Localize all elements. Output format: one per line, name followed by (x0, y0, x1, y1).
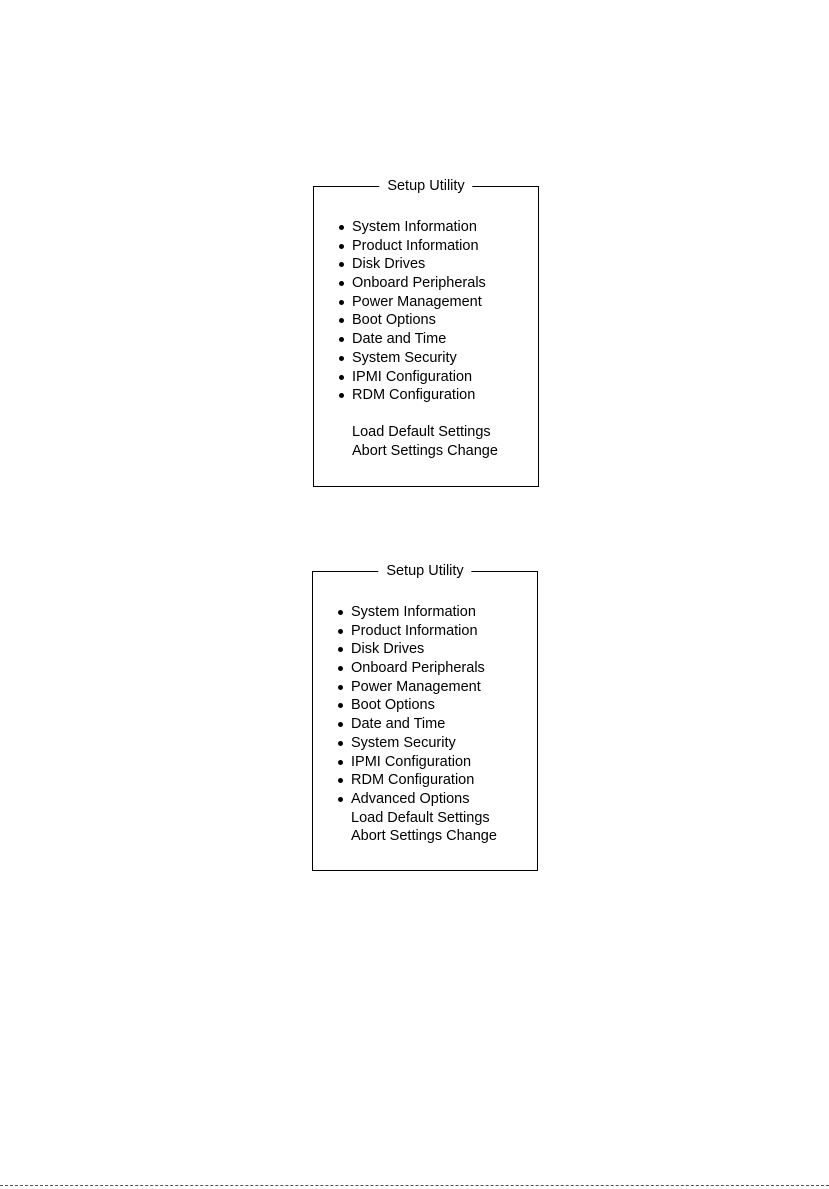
menu-item-disk-drives[interactable]: Disk Drives (351, 640, 497, 659)
menu-item-date-and-time[interactable]: Date and Time (351, 715, 497, 734)
menu-item-onboard-peripherals[interactable]: Onboard Peripherals (352, 274, 498, 293)
menu-item-boot-options[interactable]: Boot Options (352, 311, 498, 330)
setup-utility-panel-advanced (312, 563, 538, 871)
menu-item-onboard-peripherals[interactable]: Onboard Peripherals (351, 659, 497, 678)
menu-item-power-management[interactable]: Power Management (352, 293, 498, 312)
panel-title: Setup Utility (379, 177, 472, 195)
menu-item-boot-options[interactable]: Boot Options (351, 696, 497, 715)
menu-item-system-security[interactable]: System Security (351, 734, 497, 753)
setup-menu (351, 603, 497, 846)
menu-item-rdm-configuration[interactable]: RDM Configuration (351, 771, 497, 790)
setup-utility-panel (313, 178, 539, 487)
menu-item-disk-drives[interactable]: Disk Drives (352, 255, 498, 274)
menu-item-advanced-options[interactable]: Advanced Options (351, 790, 497, 809)
menu-item-date-and-time[interactable]: Date and Time (352, 330, 498, 349)
menu-item-power-management[interactable]: Power Management (351, 678, 497, 697)
menu-item-ipmi-configuration[interactable]: IPMI Configuration (351, 753, 497, 772)
menu-item-ipmi-configuration[interactable]: IPMI Configuration (352, 368, 498, 387)
setup-menu (352, 218, 498, 461)
abort-settings-change-action[interactable]: Abort Settings Change (352, 442, 498, 459)
menu-item-system-security[interactable]: System Security (352, 349, 498, 368)
load-default-settings-action[interactable]: Load Default Settings (352, 424, 491, 441)
menu-item-rdm-configuration[interactable]: RDM Configuration (352, 386, 498, 405)
page-bottom-rule (0, 1185, 829, 1186)
abort-settings-change-action[interactable]: Abort Settings Change (351, 828, 497, 845)
menu-item-product-information[interactable]: Product Information (352, 237, 498, 256)
menu-item-system-information[interactable]: System Information (351, 603, 497, 622)
panel-title: Setup Utility (378, 562, 471, 580)
menu-item-system-information[interactable]: System Information (352, 218, 498, 237)
load-default-settings-action[interactable]: Load Default Settings (351, 809, 490, 826)
menu-item-product-information[interactable]: Product Information (351, 622, 497, 641)
